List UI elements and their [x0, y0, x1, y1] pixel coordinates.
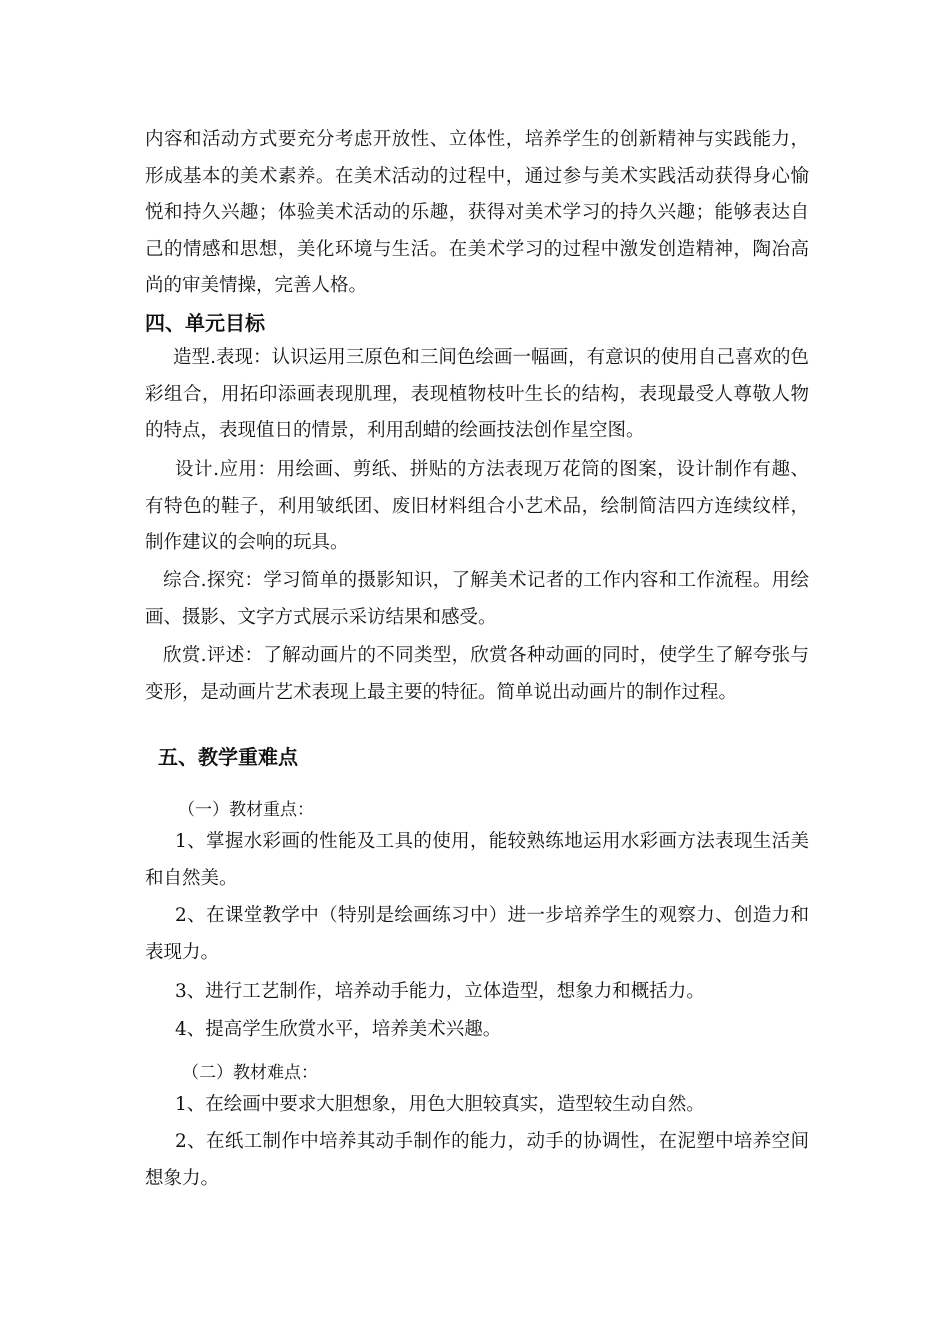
goal-modeling-expression: 造型.表现：认识运用三原色和三间色绘画一幅画，有意识的使用自己喜欢的色彩组合，用拓印添画表现肌理，表现植物枝叶生长的结构，表现最受人尊敬人物的特点，表现值日的情景，利用刮蜡的绘画技法创作星空图。 — [145, 347, 809, 441]
section5-heading: 五、教学重难点 — [158, 745, 298, 769]
key-points-subheading: （一）教材重点： — [178, 800, 314, 820]
intro-paragraph: 内容和活动方式要充分考虑开放性、立体性，培养学生的创新精神与实践能力，形成基本的美术素养。在美术活动的过程中，通过参与美术实践活动获得身心愉悦和持久兴趣；体验美术活动的乐趣，获得对美术学习的持久兴趣；能够表达自己的情感和思想，美化环境与生活。在美术学习的过程中激发创造精神，陶冶高尚的审美情操，完善人格。 — [145, 129, 809, 296]
difficult-point-item: 1、在绘画中要求大胆想象，用色大胆较真实，造型较生动自然。 — [175, 1094, 705, 1115]
section4-heading: 四、单元目标 — [145, 311, 265, 335]
goal-appreciation-review: 欣赏.评述：了解动画片的不同类型，欣赏各种动画的同时，使学生了解夸张与变形，是动画片艺术表现上最主要的特征。简单说出动画片的制作过程。 — [145, 645, 809, 703]
key-point-item: 2、在课堂教学中（特别是绘画练习中）进一步培养学生的观察力、创造力和表现力。 — [145, 905, 809, 963]
key-point-item: 4、提高学生欣赏水平，培养美术兴趣。 — [175, 1019, 502, 1040]
difficult-points-subheading: （二）教材难点： — [182, 1063, 318, 1083]
goal-synthesis-exploration: 综合.探究：学习简单的摄影知识，了解美术记者的工作内容和工作流程。用绘画、摄影、文字方式展示采访结果和感受。 — [145, 570, 809, 628]
key-point-item: 1、掌握水彩画的性能及工具的使用，能较熟练地运用水彩画方法表现生活美和自然美。 — [145, 831, 809, 889]
key-point-item: 3、进行工艺制作，培养动手能力，立体造型，想象力和概括力。 — [175, 981, 705, 1002]
goal-design-application: 设计.应用：用绘画、剪纸、拼贴的方法表现万花筒的图案，设计制作有趣、有特色的鞋子，利用皱纸团、废旧材料组合小艺术品，绘制简洁四方连续纹样，制作建议的会响的玩具。 — [145, 459, 809, 553]
difficult-point-item: 2、在纸工制作中培养其动手制作的能力，动手的协调性，在泥塑中培养空间想象力。 — [145, 1131, 809, 1189]
